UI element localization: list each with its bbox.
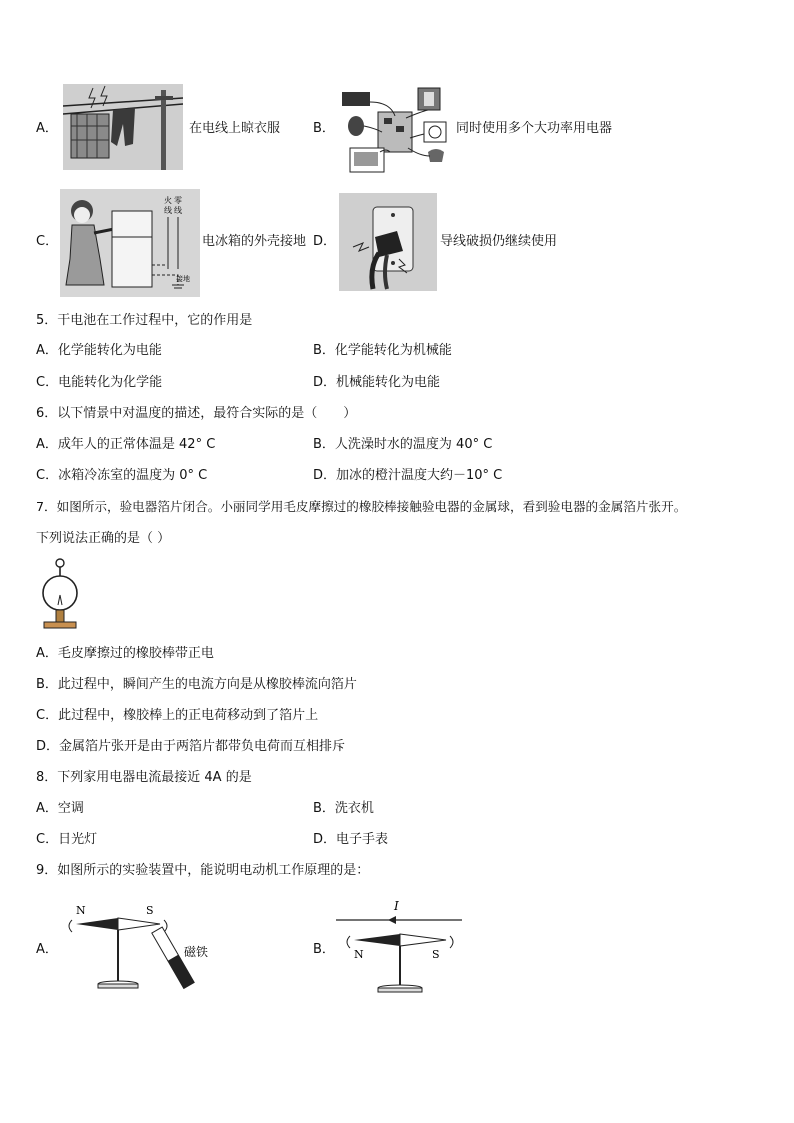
label-fire: 火 [164,196,172,205]
q5-option-a: A．化学能转化为电能 [36,343,162,358]
label-line-1: 线 [164,206,172,215]
q7-option-b: B．此过程中，瞬间产生的电流方向是从橡胶棒流向箔片 [36,677,357,692]
q8-option-b: B．洗衣机 [313,801,374,816]
clothes-on-power-line-image [63,84,183,170]
a-label-n: N [76,904,86,917]
damaged-wire-plug-image [339,193,437,291]
q6-option-b: B．人洗澡时水的温度为 40° C [313,437,493,452]
q6-option-a: A．成年人的正常体温是 42° C [36,437,216,452]
overloaded-socket-image [340,82,452,174]
q5-option-b: B．化学能转化为机械能 [313,343,452,358]
q4-option-b-text: 同时使用多个大功率用电器 [456,121,613,136]
b-current-label: I [394,899,399,913]
compass-under-current-wire-diagram [336,896,466,1000]
q7-stem-line-1: 7．如图所示，验电器箔片闭合。小丽同学用毛皮摩擦过的橡胶棒接触验电器的金属球，看到验电器的金属箔片张开。 [36,499,687,514]
q6-stem: 6．以下情景中对温度的描述，最符合实际的是（ ） [36,406,357,421]
q8-stem: 8．下列家用电器电流最接近 4A 的是 [36,770,252,785]
a-label-s: S [146,904,154,917]
compass-and-magnet-diagram [62,896,222,996]
label-zero: 零 [174,196,182,205]
q7-option-d: D．金属箔片张开是由于两箔片都带负电荷而互相排斥 [36,739,346,754]
q9-option-b-letter: B． [313,942,335,957]
q8-option-d: D．电子手表 [313,832,389,847]
q5-option-c: C．电能转化为化学能 [36,375,163,390]
q7-option-c: C．此过程中，橡胶棒上的正电荷移动到了箔片上 [36,708,319,723]
q5-option-d: D．机械能转化为电能 [313,375,441,390]
q7-stem-line-2: 下列说法正确的是（ ） [36,531,171,546]
b-label-s: S [432,948,440,961]
q4-option-a-text: 在电线上晾衣服 [189,121,281,136]
q4-option-a-letter: A． [36,121,58,136]
label-ground: 接地 [176,275,190,283]
q6-option-d: D．加冰的橙汁温度大约－10° C [313,468,503,483]
q8-option-c: C．日光灯 [36,832,98,847]
a-magnet-label: 磁铁 [184,945,209,959]
q4-option-d-text: 导线破损仍继续使用 [440,234,558,249]
q7-option-a: A．毛皮摩擦过的橡胶棒带正电 [36,646,214,661]
b-label-n: N [354,948,364,961]
q4-option-b-letter: B． [313,121,335,136]
q4-option-d-letter: D． [313,234,337,249]
q8-option-a: A．空调 [36,801,84,816]
q6-option-c: C．冰箱冷冻室的温度为 0° C [36,468,208,483]
q9-option-a-letter: A． [36,942,58,957]
label-line-2: 线 [174,206,182,215]
q4-option-c-text: 电冰箱的外壳接地 [202,234,307,249]
q5-stem: 5．干电池在工作过程中，它的作用是 [36,313,253,328]
grounded-refrigerator-image [60,189,200,297]
q4-option-c-letter: C． [36,234,59,249]
q9-stem: 9．如图所示的实验装置中，能说明电动机工作原理的是： [36,863,370,878]
electroscope-image [38,557,82,633]
